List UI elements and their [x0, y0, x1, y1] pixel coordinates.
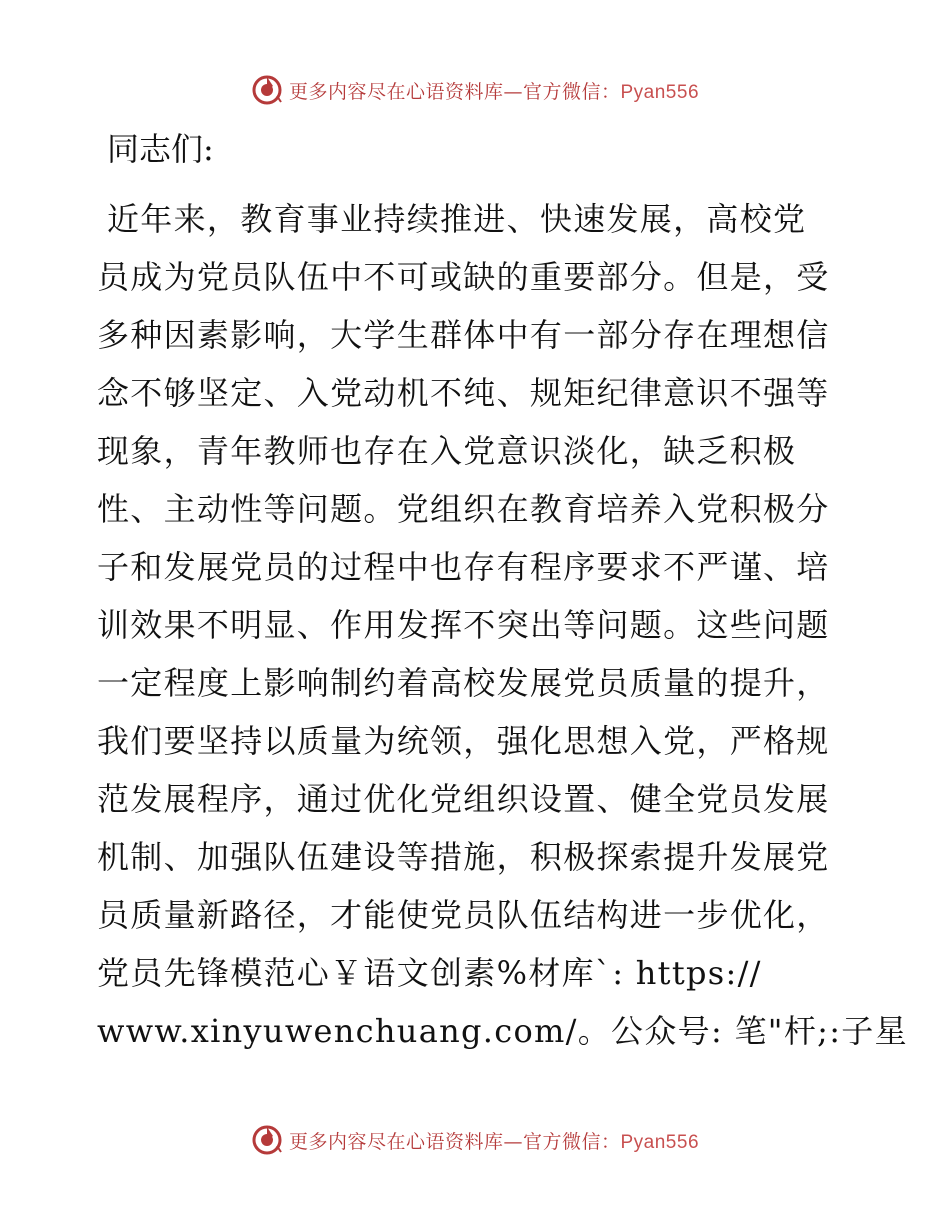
footer-separator: —: [503, 1130, 523, 1153]
paragraph-line: 一定程度上影响制约着高校发展党员质量的提升，: [97, 664, 830, 702]
paragraph-line: 子和发展党员的过程中也存有程序要求不严谨、培: [97, 548, 830, 586]
paragraph-line: 员成为党员队伍中不可或缺的重要部分。但是，受: [97, 258, 830, 296]
header-brand-text: 更多内容尽在心语资料库: [288, 80, 504, 103]
header-wechat-id: Pyan556: [620, 81, 700, 103]
paragraph-line: 近年来，教育事业持续推进、快速发展，高校党: [107, 200, 807, 238]
paragraph-line: 党员先锋模范心￥语文创素%材库`: https://: [97, 954, 762, 992]
paragraph-line: 员质量新路径，才能使党员队伍结构进一步优化，: [97, 896, 830, 934]
footer-wechat-id: Pyan556: [620, 1131, 700, 1153]
paragraph-line: www.xinyuwenchuang.com/。公众号: 笔"杆;:子星: [97, 1012, 908, 1050]
footer-banner-text: [289, 1127, 699, 1154]
footer-brand-text: 更多内容尽在心语资料库: [288, 1130, 504, 1153]
header-wechat-label: 官方微信：: [522, 80, 621, 103]
paragraph-line: 我们要坚持以质量为统领，强化思想入党，严格规: [97, 722, 830, 760]
paragraph-line: 念不够坚定、入党动机不纯、规矩纪律意识不强等: [97, 374, 830, 412]
salutation: 同志们:: [107, 130, 214, 168]
document-body: [97, 120, 908, 1060]
header-banner-inner: [251, 74, 699, 106]
header-separator: —: [503, 80, 523, 103]
paragraph-line: 范发展程序，通过优化党组织设置、健全党员发展: [97, 780, 830, 818]
header-banner-text: [289, 77, 699, 104]
paragraph-line: 机制、加强队伍建设等措施，积极探索提升发展党: [97, 838, 830, 876]
footer-banner: [0, 1120, 950, 1160]
header-banner: [0, 70, 950, 110]
paragraph-line: 性、主动性等问题。党组织在教育培养入党积极分: [97, 490, 830, 528]
paragraph-line: 训效果不明显、作用发挥不突出等问题。这些问题: [97, 606, 830, 644]
footer-wechat-label: 官方微信：: [522, 1130, 621, 1153]
brand-logo-icon: [251, 1124, 283, 1156]
brand-logo-icon: [251, 74, 283, 106]
paragraph-line: 多种因素影响，大学生群体中有一部分存在理想信: [97, 316, 830, 354]
footer-banner-inner: [251, 1124, 699, 1156]
paragraph-line: 现象，青年教师也存在入党意识淡化，缺乏积极: [97, 432, 797, 470]
